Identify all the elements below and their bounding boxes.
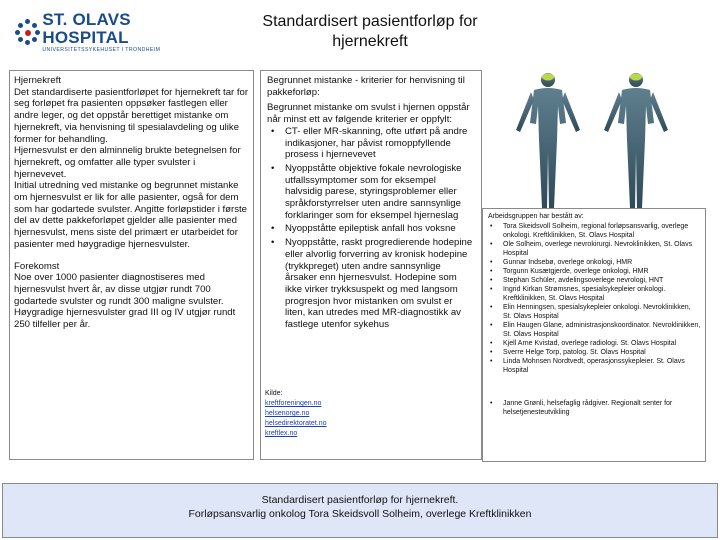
member-item: • Sverre Helge Torp, patolog. St. Olavs Hospital [488,348,701,357]
source-link[interactable]: kreftlex.no [265,430,298,437]
criteria-item: • Nyoppståtte, raskt progredierende hodepine eller alvorlig forverring av kronisk hodepine (trykkpreget) uten andre sannsynlige årsaker enn hjernesvulst. Hodepine som ikke virker trykksuspekt og med langsom progresjon hvor mistanken om svulst er liten, kan utredes med MR-diagnostikk av fastlege utenfor sykehus [267,237,475,331]
source-link[interactable]: kreftforeningen.no [265,400,322,407]
member-item: • Stephan Schüler, avdelingsoverlege nevrologi, HNT [488,276,701,285]
brain-highlight-back [542,74,554,81]
member-item: • Ole Solheim, overlege nevrokirurgi. Nevroklinikken, St. Olavs Hospital [488,240,701,258]
criteria-heading: Begrunnet mistanke - kriterier for henvisning til pakkeforløp: [267,75,465,98]
logo-name: ST. OLAVS HOSPITAL [42,9,131,47]
member-item: • Linda Mohnsen Nordtvedt, operasjonssykepleier. St. Olavs Hospital [488,357,701,375]
criteria-list [267,126,475,331]
source-link[interactable]: helsenorge.no [265,410,310,417]
member-item: • Tora Skeidsvoll Solheim, regional forløpsansvarlig, overlege onkologi. Kreftklinikken, St. Olavs Hospital [488,222,701,240]
member-item: • Ingrid Kirkan Strømsnes, spesialsykepleier onkologi. Kreftklinikken, St. Olavs Hospital [488,285,701,303]
hospital-logo [12,6,186,58]
footer-line-2: Forløpsansvarlig onkolog Tora Skeidsvoll Solheim, overlege Kreftklinikken [188,508,532,520]
criteria-lead: Begrunnet mistanke om svulst i hjernen oppstår når minst ett av følgende kriterier er oppfylt: [267,102,470,126]
intro-text: Hjernekreft Det standardiserte pasientforløpet for hjernekreft tar for seg forløpet fra pasienten oppsøker fastlegen eller andre leger, og det oppstår berettiget mistanke om hjernekreft, via henvisning til spesialavdeling og ulike former for behandling. Hjernesvulst er den alminnelig brukte betegnelsen for hjernekreft, og omfatter alle typer svulster i hjernevevet. Initial utredning ved mistanke og begrunnet mistanke om hjernesvulst er lik for alle pasienter, også for dem som har godartede svulster. Angitte forløpstider i første del av dette pakkeforløpet gjelder alle pasienter med hjernesvulst, mens siste del primært er utarbeidet for pasienter med høygradige hjernesvulster. [14,75,249,250]
sources-block [265,389,326,439]
member-item: • Janne Grønli, helsefaglig rådgiver. Regionalt senter for helsetjenesteutvikling [488,399,701,417]
member-item: • Torgunn Kusætgjerde, overlege onkologi, HMR [488,267,701,276]
logo-mark-icon [14,18,36,46]
left-text-panel [9,70,254,460]
body-figures-illustration [486,68,706,208]
human-figure-back [516,73,580,208]
page-title: Standardisert pasientforløp for hjernekreft [262,13,478,50]
criteria-item: • Nyoppståtte epileptisk anfall hos voksne [267,223,475,235]
criteria-item: • Nyoppståtte objektive fokale nevrologiske utfallssymptomer som for eksempel halvsidig parese, styringsproblemer eller språkforstyrrelser uten andre sannsynlige forklaringer som for eksempel hjerneslag [267,163,475,222]
human-figure-front [604,73,668,208]
member-item: • Elin Henningsen, spesialsykepleier onkologi. Nevroklinikken, St. Olavs Hospital [488,303,701,321]
criteria-item: • CT- eller MR-skanning, ofte utført på andre indikasjoner, har påvist romoppfyllende prosess i hjernevevet [267,126,475,161]
member-item: • Elin Haugen Glane, administrasjonskoordinator. Nevroklinikken, St. Olavs Hospital [488,321,701,339]
member-item: • Kjell Arne Kvistad, overlege radiologi. St. Olavs Hospital [488,339,701,348]
footer-banner [2,483,718,538]
working-group-list [488,222,701,417]
brain-highlight-front [630,74,642,81]
working-group-panel [482,208,706,462]
source-link[interactable]: helsedirektoratet.no [265,420,327,427]
occurrence-text: Forekomst Noe over 1000 pasienter diagnostiseres med hjernesvulst hvert år, av disse utgjør rundt 700 godartede svulster og rundt 300 maligne svulster. Høygradige hjernesvulster grad III og IV utgjør rundt 250 tilfeller per år. [14,260,236,331]
criteria-panel [260,70,482,460]
logo-subtitle: UNIVERSITETSSYKEHUSET I TRONDHEIM [42,46,161,53]
working-group-heading: Arbeidsgruppen har bestått av: [488,213,584,220]
sources-label: Kilde: [265,390,283,397]
footer-line-1: Standardisert pasientforløp for hjernekreft. [261,494,459,506]
member-item: • Gunnar Indsebø, overlege onkologi, HMR [488,258,701,267]
